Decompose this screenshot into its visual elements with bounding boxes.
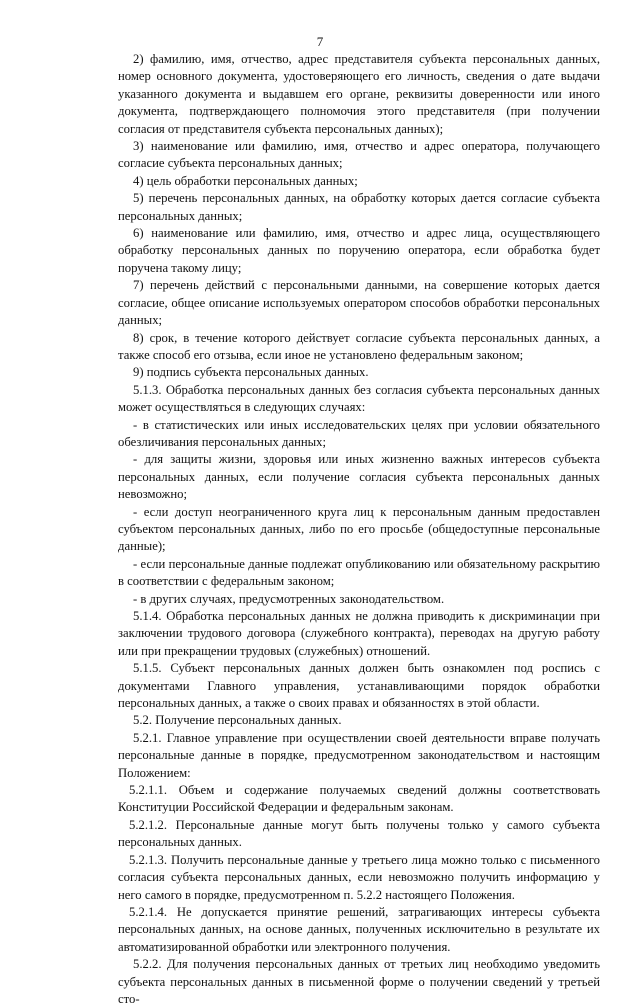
list-item: - если доступ неограниченного круга лиц к персональным данным предоставлен субъектом персональных данных, либо по его просьбе (общедоступные персональные данные); <box>118 504 600 554</box>
list-item: - если персональные данные подлежат опубликованию или обязательному раскрытию в соответствии с федеральным законом; <box>118 556 600 589</box>
paragraph: 8) срок, в течение которого действует согласие субъекта персональных данных, а также способ его отзыва, если иное не установлено федеральным законом; <box>118 330 600 362</box>
paragraph: 5.2.1.2. Персональные данные могут быть получены только у самого субъекта персональных данных. <box>118 817 600 850</box>
paragraph: 5.2.1.3. Получить персональные данные у третьего лица можно только с письменного согласия субъекта персональных данных, если невозможно получить информацию у него самого в порядке, предусмотренном п. 5.2.2 настоящего Положения. <box>118 852 600 902</box>
paragraph: 6) наименование или фамилию, имя, отчество и адрес лица, осуществляющего обработку персональных данных по поручению оператора, если обработка будет поручена такому лицу; <box>118 226 600 275</box>
paragraph: 5.1.5. Субъект персональных данных должен быть ознакомлен под роспись с документами Главного управления, устанавливающими порядок обработки персональных данных, а также о своих правах и обязанностях в этой области. <box>118 661 600 711</box>
paragraph: 5) перечень персональных данных, на обработку которых дается согласие субъекта персональных данных; <box>118 191 600 223</box>
paragraph: 7) перечень действий с персональными данными, на совершение которых дается согласие, общее описание используемых оператором способов обработки персональных данных; <box>118 278 600 328</box>
paragraph: 4) цель обработки персональных данных; <box>133 173 358 188</box>
section-heading: 5.2. Получение персональных данных. <box>133 713 342 728</box>
paragraph: 5.2.2. Для получения персональных данных от третьих лиц необходимо уведомить субъекта персональных данных в письменной форме о получении сведений у третьей сто- <box>118 957 600 1006</box>
paragraph: 5.2.1.1. Объем и содержание получаемых сведений должны соответствовать Конституции Российской Федерации и федеральным законам. <box>118 783 600 815</box>
list-item: - для защиты жизни, здоровья или иных жизненно важных интересов субъекта персональных данных, если получение согласия субъекта персональных данных невозможно; <box>118 452 600 502</box>
document-body <box>118 51 600 1008</box>
list-item: - в других случаях, предусмотренных законодательством. <box>133 591 445 606</box>
paragraph: 2) фамилию, имя, отчество, адрес представителя субъекта персональных данных, номер основного документа, удостоверяющего его личность, сведения о дате выдачи указанного документа и выдавшем его органе, реквизиты доверенности или иного документа, подтверждающего полномочия этого представителя (при получении согласия от представителя субъекта персональных данных); <box>118 52 600 136</box>
list-item: - в статистических или иных исследовательских целях при условии обязательного обезличивания персональных данных; <box>118 417 600 449</box>
paragraph: 5.1.4. Обработка персональных данных не должна приводить к дискриминации при заключении трудового договора (служебного контракта), переводах на другую работу или при прекращении трудовых (служебных) отношений. <box>118 609 600 658</box>
paragraph: 3) наименование или фамилию, имя, отчество и адрес оператора, получающего согласие субъекта персональных данных; <box>118 139 600 171</box>
paragraph: 5.2.1. Главное управление при осуществлении своей деятельности вправе получать персональные данные в порядке, предусмотренном законодательством и настоящим Положением: <box>118 730 600 780</box>
paragraph: 5.1.3. Обработка персональных данных без согласия субъекта персональных данных может осуществляться в следующих случаях: <box>118 382 600 415</box>
page-number: 7 <box>316 34 324 49</box>
paragraph: 9) подпись субъекта персональных данных. <box>133 365 369 380</box>
paragraph: 5.2.1.4. Не допускается принятие решений, затрагивающих интересы субъекта персональных данных, на основе данных, полученных исключительно в результате их автоматизированной обработки или электронного получения. <box>118 904 600 954</box>
